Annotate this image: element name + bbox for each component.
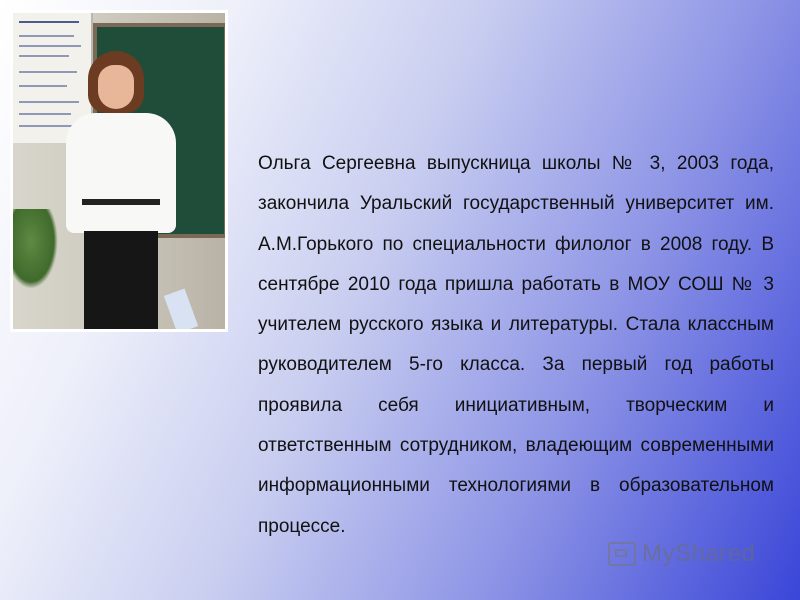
photo-image (13, 13, 225, 329)
watermark (608, 536, 778, 572)
watermark-text: MyShared (642, 540, 756, 567)
teacher-photo (10, 10, 228, 332)
presentation-screen-icon (608, 542, 636, 566)
teacher-bio-text: Ольга Сергеевна выпускница школы № 3, 2003 года, закончила Уральский государственный университет им. А.М.Горького по специальности филолог в 2008 году. В сентябре 2010 года пришла работать в МОУ СОШ № 3 учителем русского языка и литературы. Стала классным руководителем 5-го класса. За первый год работы проявила себя инициативным, творческим и ответственным сотрудником, владеющим современными информационными технологиями в образовательном процессе. (258, 153, 774, 537)
plant (13, 209, 58, 289)
teacher-figure (58, 51, 183, 329)
